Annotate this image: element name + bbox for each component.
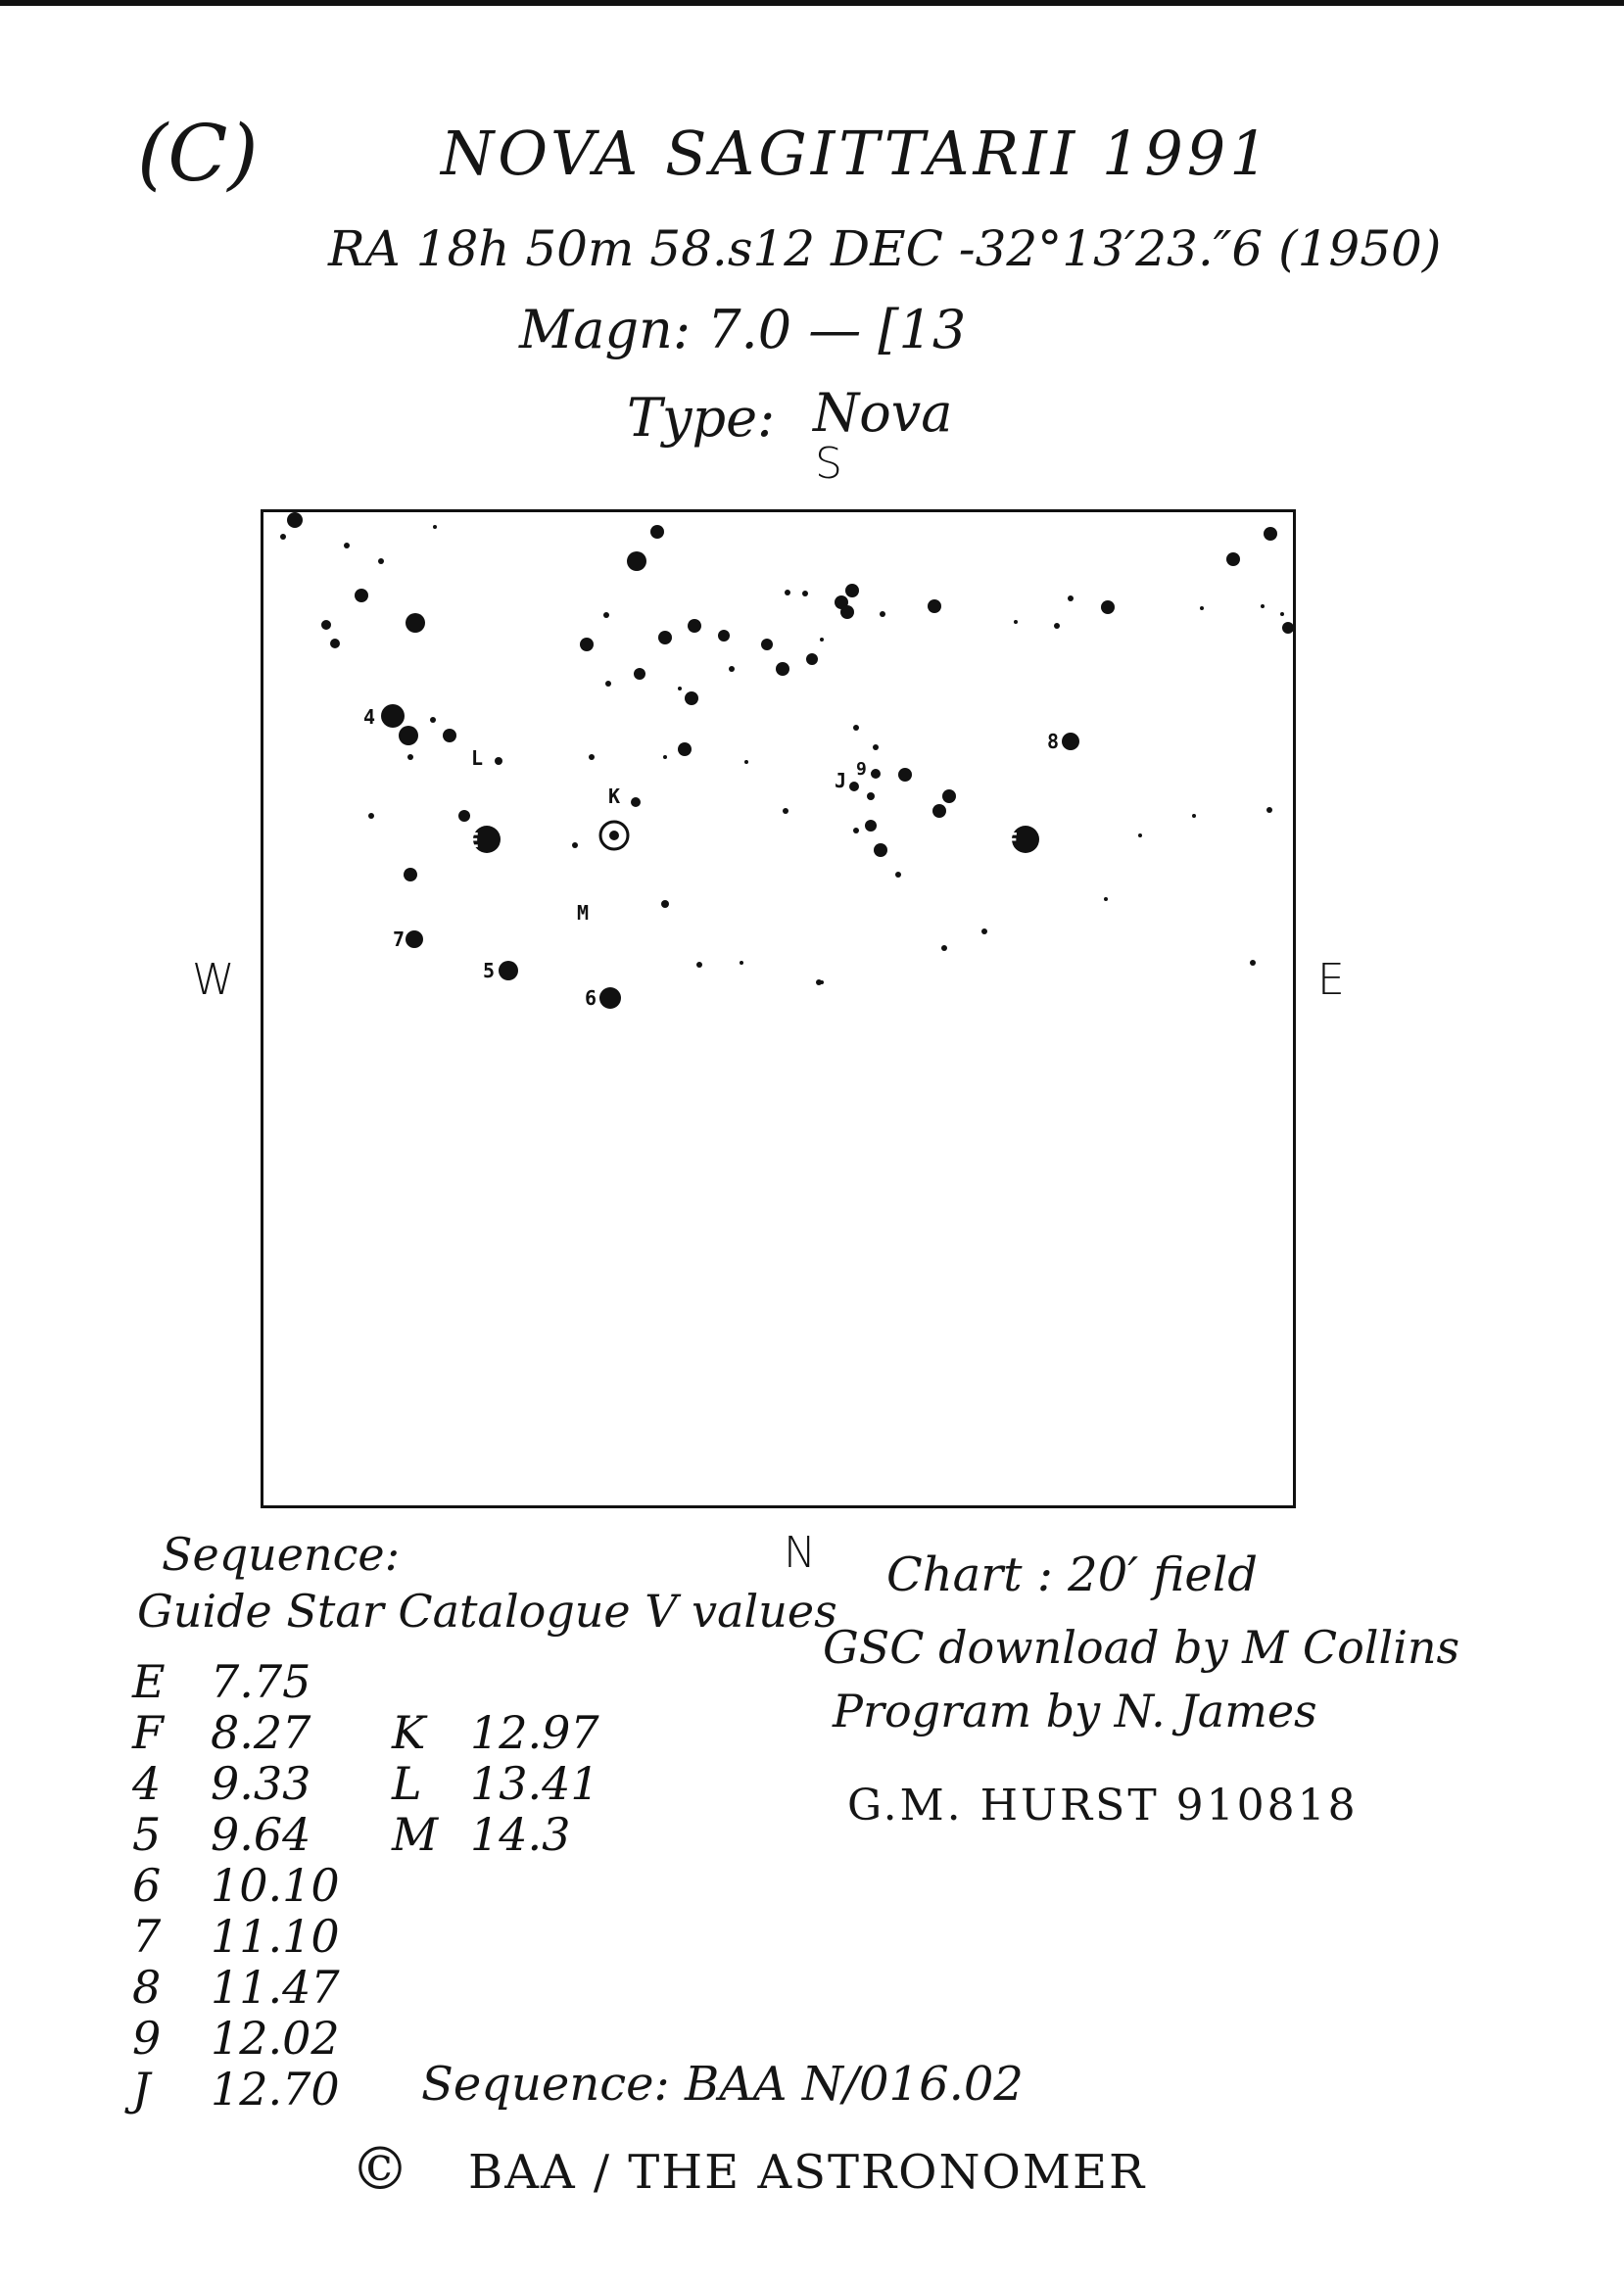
star bbox=[740, 961, 743, 965]
starfield-svg bbox=[263, 512, 1293, 1505]
star-K bbox=[631, 797, 641, 807]
star bbox=[1261, 604, 1265, 608]
star bbox=[1282, 622, 1293, 634]
star bbox=[458, 810, 470, 822]
star bbox=[399, 726, 418, 745]
star bbox=[1250, 960, 1256, 966]
star bbox=[898, 768, 912, 782]
star bbox=[981, 928, 987, 934]
coordinates: RA 18h 50m 58.s12 DEC -32°13′23.″6 (1950) bbox=[328, 220, 1442, 277]
star bbox=[806, 653, 818, 665]
label-F: F bbox=[1006, 829, 1019, 852]
star bbox=[404, 868, 417, 881]
nova-star bbox=[609, 831, 619, 840]
label-L: L bbox=[471, 746, 484, 770]
star bbox=[744, 760, 748, 764]
star bbox=[627, 551, 646, 571]
sequence-star-magnitude: 9.64 bbox=[211, 1808, 311, 1861]
star bbox=[802, 591, 808, 596]
sequence-row bbox=[132, 1859, 340, 1912]
star bbox=[1280, 612, 1284, 616]
star bbox=[344, 543, 350, 548]
author-note: G.M. HURST 910818 bbox=[847, 1781, 1359, 1831]
sequence-star-label: 4 bbox=[132, 1757, 162, 1810]
sequence-row bbox=[132, 1910, 340, 1963]
sequence-star-magnitude: 12.02 bbox=[211, 2012, 340, 2065]
star bbox=[696, 962, 702, 968]
label-M: M bbox=[577, 901, 590, 925]
star-J bbox=[849, 782, 859, 791]
sequence-row bbox=[392, 1706, 599, 1759]
star bbox=[840, 605, 854, 619]
star bbox=[330, 639, 340, 648]
magnitude-range: Magn: 7.0 — [13 bbox=[519, 299, 967, 360]
star bbox=[1068, 595, 1074, 601]
star bbox=[368, 813, 374, 819]
label-7: 7 bbox=[393, 927, 406, 951]
star bbox=[688, 619, 701, 633]
copyright-line: BAA / THE ASTRONOMER bbox=[468, 2145, 1147, 2200]
star bbox=[783, 808, 788, 814]
star bbox=[928, 599, 941, 613]
sequence-star-magnitude: 7.75 bbox=[211, 1655, 311, 1708]
label-6: 6 bbox=[585, 986, 597, 1010]
direction-south: S bbox=[815, 439, 842, 489]
sequence-star-label: 5 bbox=[132, 1808, 162, 1861]
star bbox=[650, 525, 664, 539]
star bbox=[406, 613, 425, 633]
star bbox=[820, 638, 824, 642]
sequence-star-label: J bbox=[132, 2063, 151, 2116]
star bbox=[658, 631, 672, 644]
sequence-subheading: Guide Star Catalogue V values bbox=[137, 1585, 837, 1638]
sequence-star-label: 9 bbox=[132, 2012, 162, 2065]
star bbox=[880, 611, 885, 617]
star bbox=[433, 525, 437, 529]
sequence-star-magnitude: 12.97 bbox=[470, 1706, 599, 1759]
program-note: Program by N. James bbox=[833, 1685, 1317, 1737]
sequence-star-magnitude: 10.10 bbox=[211, 1859, 340, 1912]
label-4: 4 bbox=[363, 705, 376, 729]
panel-letter: (C) bbox=[137, 108, 259, 199]
star-9 bbox=[871, 769, 881, 779]
label-8: 8 bbox=[1047, 730, 1060, 753]
sequence-star-label: L bbox=[392, 1757, 422, 1810]
sequence-star-label: 6 bbox=[132, 1859, 162, 1912]
star bbox=[287, 512, 303, 528]
star bbox=[941, 945, 947, 951]
sequence-row bbox=[392, 1757, 599, 1810]
star bbox=[895, 872, 901, 878]
star bbox=[776, 662, 789, 676]
sequence-star-magnitude: 11.10 bbox=[211, 1910, 340, 1963]
sequence-star-label: 8 bbox=[132, 1961, 162, 2014]
sequence-row bbox=[132, 1808, 310, 1861]
star bbox=[1104, 897, 1108, 901]
star-8 bbox=[1062, 733, 1079, 750]
sequence-star-label: M bbox=[392, 1808, 439, 1861]
star bbox=[942, 789, 956, 803]
star bbox=[605, 681, 611, 687]
chart-title: NOVA SAGITTARII 1991 bbox=[441, 118, 1272, 189]
star-7 bbox=[406, 930, 423, 948]
star bbox=[932, 804, 946, 818]
star bbox=[661, 900, 669, 908]
sequence-row bbox=[132, 1655, 310, 1708]
star bbox=[321, 620, 331, 630]
sequence-row bbox=[392, 1808, 570, 1861]
sequence-star-magnitude: 14.3 bbox=[470, 1808, 571, 1861]
star bbox=[1200, 606, 1204, 610]
star-4 bbox=[381, 704, 405, 728]
label-E: E bbox=[467, 829, 480, 852]
star bbox=[572, 842, 578, 848]
star bbox=[1266, 807, 1272, 813]
star bbox=[634, 668, 645, 680]
sequence-star-label: 7 bbox=[132, 1910, 162, 1963]
sequence-star-label: K bbox=[392, 1706, 426, 1759]
star bbox=[603, 612, 609, 618]
star bbox=[865, 820, 877, 832]
sequence-star-magnitude: 11.47 bbox=[211, 1961, 340, 2014]
star bbox=[1138, 833, 1142, 837]
star-5 bbox=[499, 961, 518, 980]
star bbox=[430, 717, 436, 723]
type-value: Nova bbox=[813, 382, 953, 444]
star-chart bbox=[261, 509, 1296, 1508]
sequence-heading: Sequence: bbox=[162, 1528, 401, 1581]
sequence-row bbox=[132, 2012, 340, 2065]
star bbox=[443, 729, 456, 742]
star bbox=[685, 691, 698, 705]
star bbox=[867, 792, 875, 800]
sequence-star-label: F bbox=[132, 1706, 164, 1759]
star bbox=[729, 666, 735, 672]
star bbox=[718, 630, 730, 642]
label-9: 9 bbox=[856, 759, 867, 780]
star bbox=[874, 843, 887, 857]
star bbox=[1014, 620, 1018, 624]
star bbox=[678, 742, 692, 756]
star bbox=[678, 687, 682, 690]
sequence-star-magnitude: 12.70 bbox=[211, 2063, 340, 2116]
star bbox=[580, 638, 594, 651]
chart-field-note: Chart : 20′ field bbox=[886, 1547, 1258, 1602]
star bbox=[1101, 600, 1115, 614]
star bbox=[663, 755, 667, 759]
star-6 bbox=[599, 987, 621, 1009]
star bbox=[845, 584, 859, 597]
label-5: 5 bbox=[483, 959, 496, 982]
star bbox=[378, 558, 384, 564]
star bbox=[853, 828, 859, 833]
star bbox=[820, 980, 824, 984]
direction-north: N bbox=[784, 1528, 816, 1578]
star bbox=[589, 754, 595, 760]
star bbox=[1054, 623, 1060, 629]
star bbox=[1264, 527, 1277, 541]
star bbox=[407, 754, 413, 760]
star bbox=[280, 534, 286, 540]
sequence-row bbox=[132, 2063, 340, 2116]
sequence-row bbox=[132, 1706, 310, 1759]
sequence-star-magnitude: 8.27 bbox=[211, 1706, 311, 1759]
star bbox=[355, 589, 368, 602]
sequence-reference: Sequence: BAA N/016.02 bbox=[421, 2057, 1024, 2112]
sequence-row bbox=[132, 1757, 310, 1810]
star bbox=[1192, 814, 1196, 818]
sequence-star-magnitude: 13.41 bbox=[470, 1757, 599, 1810]
direction-west: W bbox=[192, 955, 235, 1005]
star bbox=[785, 590, 790, 595]
label-J: J bbox=[835, 769, 847, 792]
type-label: Type: bbox=[627, 387, 776, 449]
label-K: K bbox=[608, 785, 621, 808]
star bbox=[853, 725, 859, 731]
sequence-star-label: E bbox=[132, 1655, 166, 1708]
copyright-symbol: © bbox=[351, 2135, 409, 2204]
star bbox=[873, 744, 879, 750]
star-L bbox=[495, 757, 502, 765]
star bbox=[761, 639, 773, 650]
star bbox=[1226, 552, 1240, 566]
direction-east: E bbox=[1317, 955, 1345, 1005]
top-border bbox=[0, 0, 1624, 6]
sequence-star-magnitude: 9.33 bbox=[211, 1757, 311, 1810]
sequence-row bbox=[132, 1961, 340, 2014]
gsc-note: GSC download by M Collins bbox=[823, 1621, 1460, 1674]
